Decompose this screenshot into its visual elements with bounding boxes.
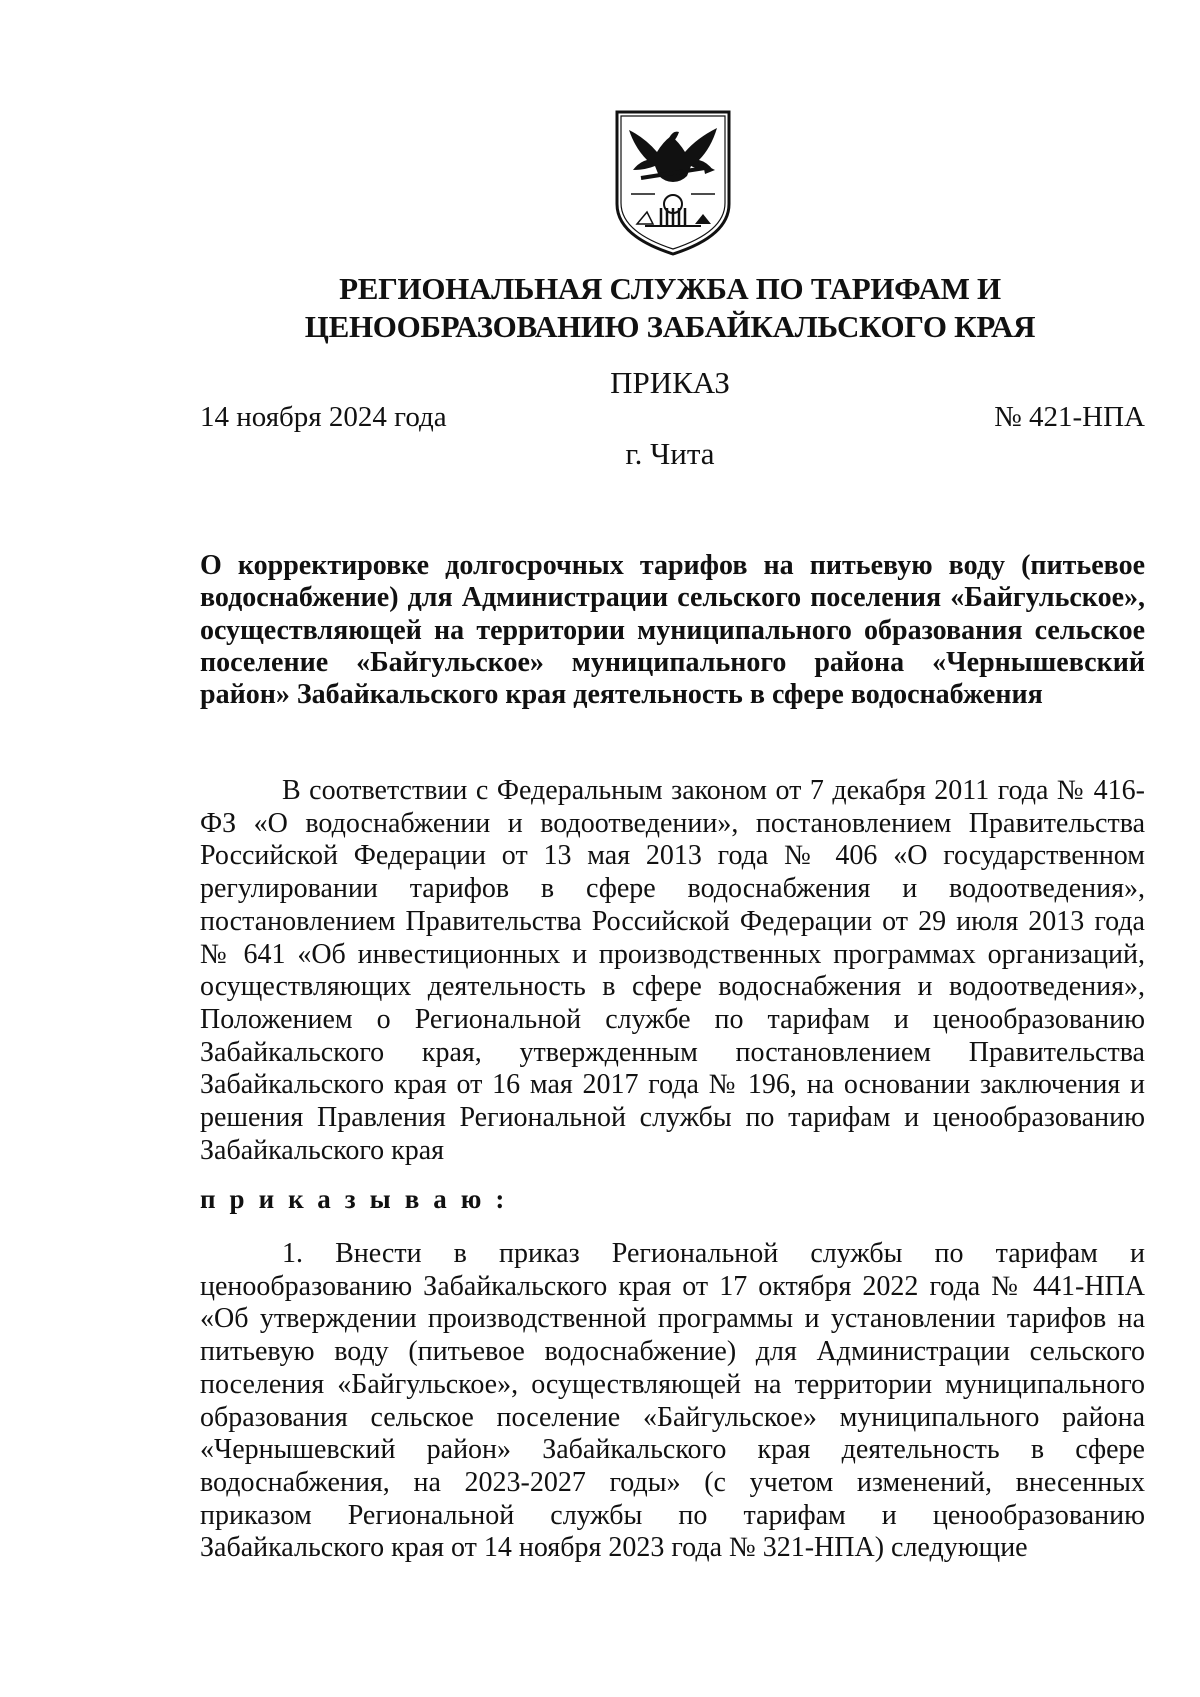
document-date: 14 ноября 2024 года — [200, 401, 447, 433]
document-city: г. Чита — [625, 436, 715, 471]
decree-word: приказываю: — [200, 1184, 519, 1214]
item-1-paragraph: 1. Внести в приказ Региональной службы по тарифам и ценообразованию Забайкальского края от 17 октября 2022 года № 441-НПА «Об утверждении производственной программы и установлении тарифов на питьевую воду (питьевое водоснабжение) для Администрации сельского поселения «Байгульское», осуществляющей на территории муниципального образования сельское поселение «Байгульское» муниципального района «Чернышевский район» Забайкальского края деятельность в сфере водоснабжения, на 2023-2027 годы» (с учетом изменений, внесенных приказом Региональной службы по тарифам и ценообразованию Забайкальского края от 14 ноября 2023 года № 321-НПА) следующие — [200, 1238, 1145, 1564]
document-title: О корректировке долгосрочных тарифов на питьевую воду (питьевое водоснабжение) для Администрации сельского поселения «Байгульское», осуществляющей на территории муниципального образования сельское поселение «Байгульское» муниципального района «Чернышевский район» Забайкальского края деятельность в сфере водоснабжения — [200, 550, 1145, 711]
organization-name-line-1: РЕГИОНАЛЬНАЯ СЛУЖБА ПО ТАРИФАМ И — [339, 271, 1001, 306]
coat-of-arms-emblem — [611, 108, 735, 258]
organization-name-line-2: ЦЕНООБРАЗОВАНИЮ ЗАБАЙКАЛЬСКОГО КРАЯ — [304, 309, 1036, 344]
document-number: № 421-НПА — [994, 401, 1145, 433]
document-type: ПРИКАЗ — [610, 365, 730, 400]
preamble-paragraph: В соответствии с Федеральным законом от 7 декабря 2011 года № 416-ФЗ «О водоснабжении и водоотведении», постановлением Правительства Российской Федерации от 13 мая 2013 года № 406 «О государственном регулировании тарифов в сфере водоснабжения и водоотведения», постановлением Правительства Российской Федерации от 29 июля 2013 года № 641 «Об инвестиционных и производственных программах организаций, осуществляющих деятельность в сфере водоснабжения и водоотведения», Положением о Региональной службе по тарифам и ценообразованию Забайкальского края, утвержденным постановлением Правительства Забайкальского края от 16 мая 2017 года № 196, на основании заключения и решения Правления Региональной службы по тарифам и ценообразованию Забайкальского края — [200, 775, 1145, 1166]
